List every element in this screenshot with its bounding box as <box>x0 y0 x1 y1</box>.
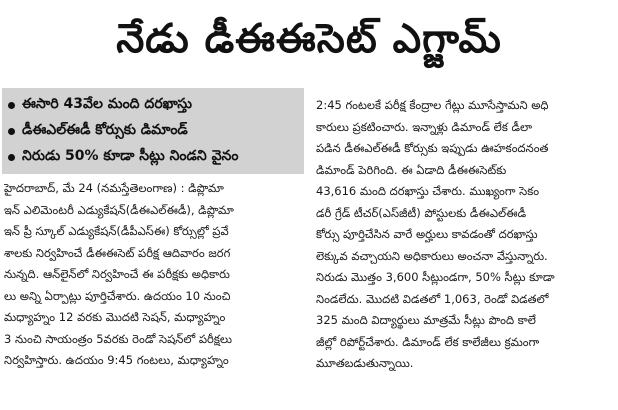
article-line: కోర్సు పూర్తిచేసిన వారే అర్హులు కావడంతో దరఖాస్తు <box>316 227 538 241</box>
article-line: లు అన్ని ఏర్పాట్లు పూర్తిచేశారు. ఉదయం 10 నుంచి <box>4 288 231 303</box>
headline: నేడు డీఈఈసెట్ ఎగ్జామ్ <box>116 16 502 62</box>
bullet-icon <box>8 102 15 109</box>
highlight-item <box>8 144 298 170</box>
bullet-icon <box>8 154 15 161</box>
article-line: జీల్లో రిపోర్ట్‌చేశారు. డిమాండ్ లేక కాలేజీలు క్రమంగా <box>316 334 540 349</box>
highlight-text: నిరుడు 50% కూడా సీట్లు నిండని వైనం <box>22 147 239 164</box>
highlight-item <box>8 118 298 144</box>
left-column <box>4 178 304 372</box>
article-line: లెక్కువ వచ్చాయని అధికారులు అంచనా వేస్తున్నారు. <box>316 248 548 263</box>
highlights-box <box>2 88 304 174</box>
article-line: శాలకు నిర్వహించే డీఈఈసెట్ పరీక్ష ఆదివారం జరగ <box>4 245 231 260</box>
article-line: 325 మంది విద్యార్థులు మాత్రమే సీట్లు పొంది కాలే <box>316 313 536 327</box>
article-line: కారులు ప్రకటించారు. ఇన్నాళ్లు డిమాండ్ లేక డీలా <box>316 119 533 134</box>
highlight-text: డీఈఎల్ఈడీ కోర్సుకు డిమాండ్ <box>22 121 188 138</box>
article-line: నిరుడు మొత్తం 3,600 సీట్లుండగా, 50% సీట్లు కూడా <box>316 270 555 284</box>
article-line: మధ్యాహ్నం 12 వరకు మొదటి సెషన్, మధ్యాహ్నం <box>4 310 226 324</box>
article-line: నిర్వహిస్తారు. ఉదయం 9:45 గంటలు, మధ్యాహ్నం <box>4 353 229 367</box>
highlight-text: ఈసారి 43వేల మంది దరఖాస్తు <box>22 95 192 112</box>
article-line: 43,616 మంది దరఖాస్తు చేశారు. ముఖ్యంగా సెకం <box>316 184 540 198</box>
right-column <box>316 95 614 375</box>
article-line: నున్నది. ఆన్‌లైన్‌లో నిర్వహించే ఈ పరీక్షకు అధికారు <box>4 267 230 281</box>
article-line: హైదరాబాద్, మే 24 (నమస్తేతెలంగాణ) : డిప్లొమా <box>4 181 224 195</box>
article-line: ఇన్ ఎలిమెంటరీ ఎడ్యుకేషన్(డీఈఎల్ఈడీ), డిప్లొమా <box>4 202 234 217</box>
article-line: నిండలేదు. మొదటి విడతలో 1,063, రెండో విడతలో <box>316 291 549 306</box>
article-line: 2:45 గంటలకే పరీక్ష కేంద్రాల గేట్లు మూసేస్తామని అధి <box>316 98 549 112</box>
article-line: మూతబడుతున్నాయి. <box>316 356 414 370</box>
article-line: ఇన్ ప్రీ స్కూల్ ఎడ్యుకేషన్(డీపీఎస్ఈ) కోర్సుల్లో ప్రవే <box>4 224 229 238</box>
bullet-icon <box>8 128 15 135</box>
article-line: 3 నుంచి సాయంత్రం 5వరకు రెండో సెషన్‌లో పరీక్షలు <box>4 331 232 346</box>
article-line: డిమాండ్ పెరిగింది. ఈ ఏడాది డీఈఈసెట్‌కు <box>316 162 507 177</box>
highlight-item <box>8 92 298 118</box>
article-line: పడిన డీఈఎల్ఈడీ కోర్సుకు ఇప్పుడు ఊహకందనంత <box>316 141 549 155</box>
article-line: డరీ గ్రేడ్ టీచర్(ఎస్‌జీటీ) పోస్టులకు డీఈఎల్ఈడీ <box>316 205 527 220</box>
